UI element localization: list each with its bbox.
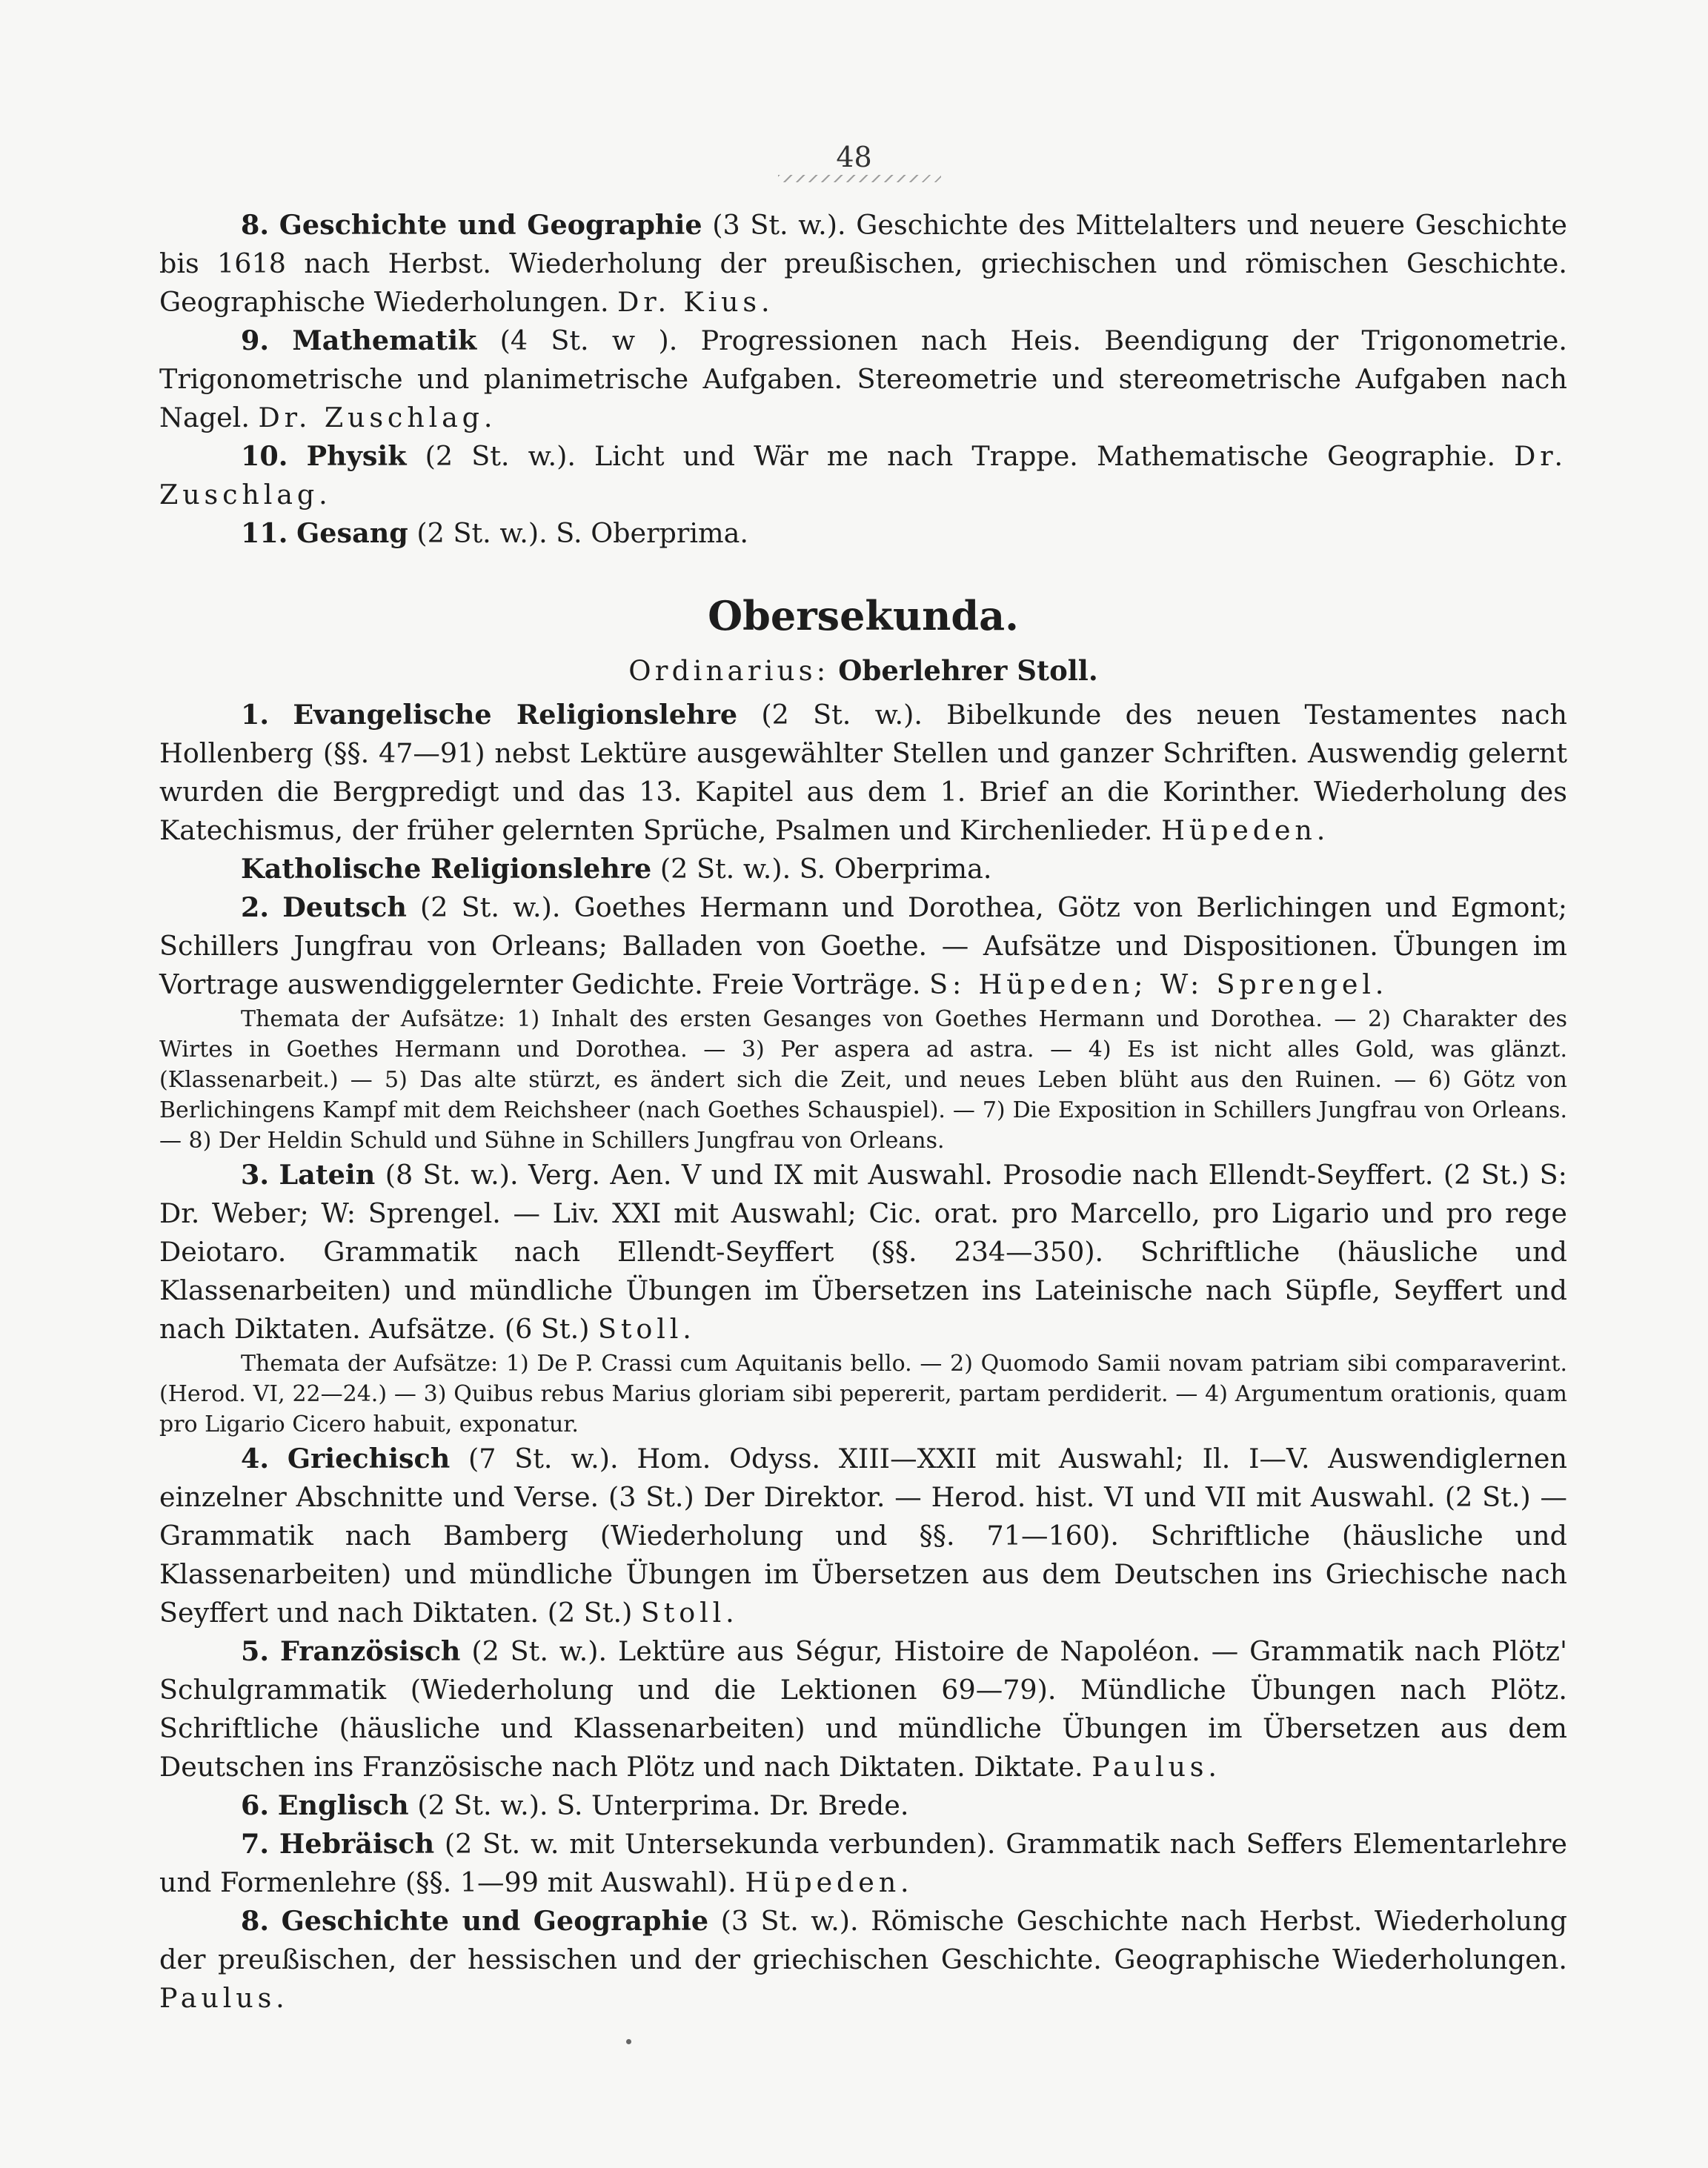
- top-item-8: 8. Geschichte und Geographie (3 St. w.). Geschichte des Mittelalters und neuere Geschichte bis 1618 nach Herbst. Wiederholung der preußischen, griechischen und römischen Geschichte. Geographische Wiederholungen. Dr. Kius.: [159, 209, 1567, 318]
- top-item-9: 9. Mathematik (4 St. w ). Progressionen nach Heis. Beendigung der Trigonometrie. Trigonometrische und planimetrische Aufgaben. Stereometrie und stereometrische Aufgaben nach Nagel. Dr. Zuschlag.: [159, 325, 1567, 433]
- subject: Geschichte und Geographie: [279, 209, 702, 241]
- item-deutsch: 2. Deutsch (2 St. w.). Goethes Hermann und Dorothea, Götz von Berlichingen und Egmont; Schillers Jungfrau von Orleans; Balladen von Goethe. — Aufsätze und Dispositionen. Übungen im Vortrage auswendiggelernter Gedichte. Freie Vorträge. S: Hüpeden; W: Sprengel.: [159, 891, 1567, 1000]
- latein-themata: Themata der Aufsätze: 1) De P. Crassi cum Aquitanis bello. — 2) Quomodo Samii novam patriam sibi comparaverint. (Herod. VI, 22—24.) — 3) Quibus rebus Marius gloriam sibi pepererit, partam perdiderit. — 4) Argumentum orationis, quam pro Ligario Cicero habuit, exponatur.: [159, 1351, 1567, 1437]
- teacher: Paulus.: [1091, 1751, 1221, 1783]
- item-evangelische-religionslehre: 1. Evangelische Religionslehre (2 St. w.). Bibelkunde des neuen Testamentes nach Hollenberg (§§. 47—91) nebst Lektüre ausgewählter Stellen und ganzer Schriften. Auswendig gelernt wurden die Bergpredigt und das 13. Kapitel aus dem 1. Brief an die Korinther. Wiederholung des Katechismus, der früher gelernten Sprüche, Psalmen und Kirchenlieder. Hüpeden.: [159, 699, 1567, 846]
- teacher: Hüpeden.: [1161, 814, 1330, 846]
- item-katholische-religionslehre: Katholische Religionslehre (2 St. w.). S. Oberprima.: [241, 853, 992, 885]
- section-title: Obersekunda.: [708, 592, 1019, 639]
- teacher: Dr. Kius.: [617, 286, 774, 318]
- subject: Geschichte und Geographie: [281, 1905, 709, 1937]
- teacher: Stoll.: [598, 1313, 696, 1345]
- teacher: Dr. Zuschlag.: [159, 440, 1567, 511]
- item-griechisch: 4. Griechisch (7 St. w.). Hom. Odyss. XIII—XXII mit Auswahl; Il. I—V. Auswendiglernen einzelner Abschnitte und Verse. (3 St.) Der Direktor. — Herod. hist. VI und VII mit Auswahl. (2 St.) — Grammatik nach Bamberg (Wiederholung und §§. 71—160). Schriftliche (häusliche und Klassenarbeiten) und mündliche Übungen im Übersetzen aus dem Deutschen ins Griechische nach Seyffert und nach Diktaten. (2 St.) Stoll.: [159, 1443, 1568, 1629]
- subject: Englisch: [277, 1789, 409, 1821]
- deutsch-themata: Themata der Aufsätze: 1) Inhalt des ersten Gesanges von Goethes Hermann und Dorothea. — 2) Charakter des Wirtes in Goethes Hermann und Dorothea. — 3) Per aspera ad astra. — 4) Es ist nicht alles Gold, was glänzt. (Klassenarbeit.) — 5) Das alte stürzt, es ändert sich die Zeit, und neues Leben blüht aus den Ruinen. — 6) Götz von Berlichingens Kampf mit dem Reichsheer (nach Goethes Schauspiel). — 7) Die Exposition in Schillers Jungfrau von Orleans. — 8) Der Heldin Schuld und Sühne in Schillers Jungfrau von Orleans.: [159, 1006, 1567, 1154]
- page-number-underline: [778, 175, 941, 182]
- item-hebraeisch: 7. Hebräisch (2 St. w. mit Untersekunda verbunden). Grammatik nach Seffers Elementarlehre und Formenlehre (§§. 1—99 mit Auswahl). Hüpeden.: [159, 1828, 1568, 1898]
- teacher: Dr. Zuschlag.: [258, 402, 497, 433]
- teacher: Hüpeden.: [745, 1866, 914, 1898]
- subject: Hebräisch: [279, 1828, 435, 1860]
- subject: Physik: [306, 440, 407, 472]
- top-item-10: 10. Physik (2 St. w.). Licht und Wär me nach Trappe. Mathematische Geographie. Dr. Zuschlag.: [159, 440, 1567, 511]
- item-geschichte-geographie: 8. Geschichte und Geographie (3 St. w.). Römische Geschichte nach Herbst. Wiederholung der preußischen, der hessischen und der griechischen Geschichte. Geographische Wiederholungen. Paulus.: [159, 1905, 1567, 2014]
- teacher: Paulus.: [159, 1982, 289, 2014]
- item-latein: 3. Latein (8 St. w.). Verg. Aen. V und IX mit Auswahl. Prosodie nach Ellendt-Seyffert. (2 St.) S: Dr. Weber; W: Sprengel. — Liv. XXI mit Auswahl; Cic. orat. pro Marcello, pro Ligario und pro rege Deiotaro. Grammatik nach Ellendt-Seyffert (§§. 234—350). Schriftliche (häusliche und Klassenarbeiten) und mündliche Übungen im Übersetzen ins Lateinische nach Süpfle, Seyffert und nach Diktaten. Aufsätze. (6 St.) Stoll.: [159, 1159, 1567, 1345]
- page-content: [159, 206, 1567, 2018]
- ordinarius-name: Oberlehrer Stoll.: [838, 654, 1098, 687]
- paper-speck: [626, 2039, 631, 2044]
- subject: Gesang: [296, 517, 408, 549]
- subject: Katholische Religionslehre: [241, 853, 652, 885]
- item-englisch: 6. Englisch (2 St. w.). S. Unterprima. Dr. Brede.: [241, 1789, 909, 1821]
- subject: Deutsch: [282, 891, 407, 923]
- page-number: 48: [836, 141, 872, 173]
- teacher: Stoll.: [640, 1597, 739, 1629]
- subject: Latein: [279, 1159, 376, 1191]
- subject: Mathematik: [292, 325, 477, 356]
- ordinarius-line: [159, 651, 1567, 691]
- item-franzoesisch: 5. Französisch (2 St. w.). Lektüre aus Ségur, Histoire de Napoléon. — Grammatik nach Plötz' Schulgrammatik (Wiederholung und die Lektionen 69—79). Mündliche Übungen nach Plötz. Schriftliche (häusliche und Klassenarbeiten) und mündliche Übungen im Übersetzen aus dem Deutschen ins Französische nach Plötz und nach Diktaten. Diktate. Paulus.: [159, 1635, 1567, 1783]
- subject: Evangelische Religionslehre: [293, 699, 738, 731]
- teacher: S: Hüpeden; W: Sprengel.: [929, 968, 1389, 1000]
- teacher: Dr. Brede.: [769, 1789, 909, 1821]
- top-item-11: 11. Gesang (2 St. w.). S. Oberprima.: [241, 517, 748, 549]
- subject: Griechisch: [287, 1443, 451, 1474]
- subject: Französisch: [279, 1635, 461, 1667]
- ordinarius-label: Ordinarius:: [628, 655, 830, 687]
